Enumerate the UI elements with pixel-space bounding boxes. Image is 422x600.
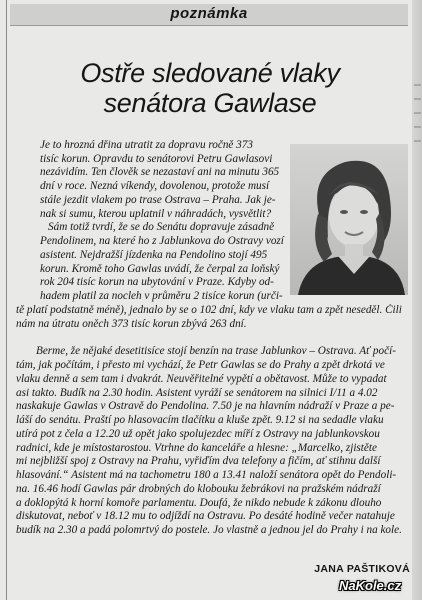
- headline-line-1: Ostře sledované vlaky: [80, 58, 340, 88]
- body-line: diskutovat, neboť v 18.12 mu to odjíždí na Ostravu. Po desáté hodině večer natahuje: [16, 510, 395, 522]
- body-line: tám, jak počítám, i přesto mi vychází, že Petr Gawlas se do Prahy a zpět drkotá ve: [16, 359, 385, 371]
- intro-line: dní v roce. Nezná víkendy, dovolenou, protože musí: [40, 180, 270, 192]
- body-line: radnici, kde je místostarostou. Vtrhne do kanceláře a hlesne: „Marcelko, zjistěte: [16, 442, 377, 454]
- body-line: nám na útratu oněch 373 tisíc korun zbývá 263 dní.: [16, 318, 247, 330]
- body-line: tě platí podstatně méně), jednalo by se o 102 dní, kdy ve vlaku tam a zpět neseděl. Čili: [16, 304, 402, 316]
- intro-line: hadem platil za nocleh v průměru 2 tisíce korun (urči-: [40, 290, 283, 302]
- headline-line-2: senátora Gawlase: [103, 88, 317, 118]
- body-line: budík na 2.30 a padá polomrtvý do postele. Jo vlastně a jednou jel do Prahy i na kole.: [16, 524, 402, 536]
- body-line: hlasování.“ Asistent má na tachometru 180 a 13.41 naloží senátora opět do Pendoli-: [16, 469, 397, 481]
- adjacent-page-bleed: [412, 0, 422, 600]
- section-label-bar: [10, 4, 408, 26]
- body-line: na. 16.46 hodí Gawlas pár drobných do klobouku žebrákovi na pražském nádraží: [16, 483, 381, 495]
- intro-line: Sám totiž tvrdí, že se do Senátu dopravuje zásadně: [48, 221, 275, 233]
- intro-line: Je to hrozná dřina utratit za dopravu ročně 373: [40, 139, 253, 151]
- intro-line: rok 204 tisíc korun na ubytování v Praze. Kdyby od-: [40, 276, 274, 288]
- body-line: Berme, že nějaké desetitisíce stojí benzín na trase Jablunkov – Ostrava. Ať počí-: [36, 345, 396, 357]
- section-label: poznámka: [170, 5, 248, 22]
- intro-line: nezávidím. Ten člověk se nezastaví ani na minutu 365: [40, 166, 280, 178]
- portrait-illustration: [290, 144, 408, 295]
- body-line: asi takto. Budík na 2.30 hodin. Asistent vyráží se senátorem na silnici I/11 a 4.02: [16, 387, 378, 399]
- intro-line: korun. Kromě toho Gawlas uvádí, že čerpal za loňský: [40, 263, 280, 275]
- body-line: mi nejbližší spoj z Ostravy na Prahu, vyřiďím dva telefony a fičím, ať stihnu další: [16, 455, 381, 467]
- body-line: a doklopýtá k horní komoře parlamentu. Doufá, že nikdo nebude k zákonu dlouho: [16, 497, 382, 509]
- intro-line: Pendolinem, na které ho z Jablunkova do Ostravy vozí: [40, 235, 284, 247]
- author-signature: JANA PAŠTIKOVÁ: [314, 563, 410, 575]
- intro-line: tisíc korun. Opravdu to senátorovi Petru Gawlasovi: [40, 153, 273, 165]
- site-watermark: NaKole.cz: [339, 578, 402, 593]
- intro-line: stále jezdit vlakem po trase Ostrava – Praha. Jak je-: [40, 194, 276, 206]
- body-line: utírá pot z čela a 12.20 už opět jako spolujezdec míří z Ostravy na jablunkovskou: [16, 428, 380, 440]
- body-line: láší do senátu. Praští po hlasovacím tlačítku a kluše zpět. 9.12 si na sedadle vlaku: [16, 414, 384, 426]
- intro-line: nak si sumu, kterou uplatnil v náhradách, vysvětlit?: [40, 208, 272, 220]
- body-line: vlaku denně a sem tam i dvakrát. Neuvěřitelné vypětí a obětavost. Může to vypadat: [16, 373, 387, 385]
- intro-line: asistent. Nejdražší jízdenka na Pendolino stojí 495: [40, 249, 268, 261]
- body-line: naskakuje Gawlas v Ostravě do Pendolina. 7.50 je na hlavním nádraží v Praze a pe-: [16, 400, 395, 412]
- page-margin-rule: [6, 0, 7, 600]
- author-portrait-photo: [290, 144, 408, 295]
